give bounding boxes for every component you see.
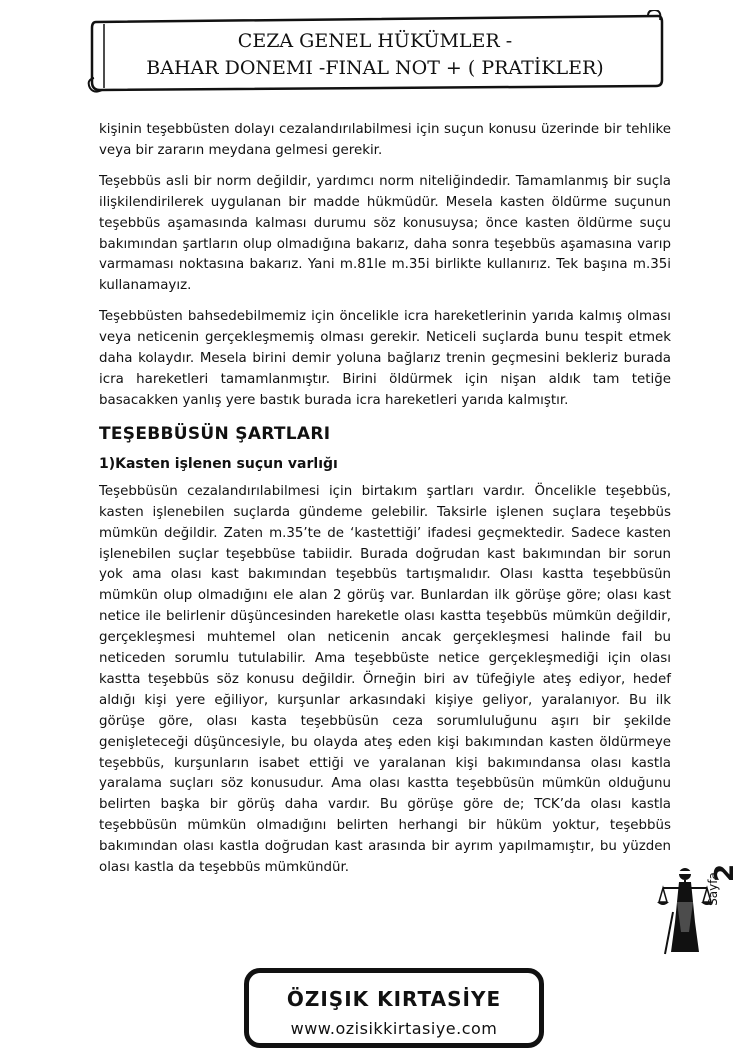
subsection-heading: 1)Kasten işlenen suçun varlığı xyxy=(99,455,338,472)
footer-brand-box xyxy=(244,968,544,1048)
section-heading: TEŞEBBÜSÜN ŞARTLARI xyxy=(99,423,331,444)
paragraph: Teşebbüsten bahsedebilmemiz için öncelikle icra hareketlerinin yarıda kalmış olması veya neticenin gerçekleşmemiş olması gerekir. Neticeli suçlarda bunu tespit etmek daha kolaydır. Mesela birini demir yoluna bağlarız trenin geçmesini bekleriz burada icra hareketleri tamamlanmıştır. Birini öldürmek için nişan aldık tam tetiğe basacakken yanlış yere bastık burada icra hareketleri yarıda kalmıştır. xyxy=(99,309,671,408)
document-title xyxy=(82,28,668,82)
paragraph: Teşebbüs asli bir norm değildir, yardımcı norm niteliğindedir. Tamamlanmış bir suçla ilişkilendirilerek uygulanan bir madde hükmüdür. Mesela kasten öldürme suçunun teşebbüs aşamasında kalması durumu söz konusuysa; önce kasten öldürme suçu bakımından şartların olup olmadığına bakarız, daha sonra teşebbüs aşamasına varıp varmaması noktasına bakarız. Yani m.81le m.35i birlikte kullanırız. Tek başına m.35i kullanamayız. xyxy=(99,173,671,294)
website-link[interactable]: www.ozisikkirtasiye.com xyxy=(290,1019,498,1038)
paragraph: Teşebbüsün cezalandırılabilmesi için birtakım şartları vardır. Öncelikle teşebbüs, kasten işlenebilen suçlarda gündeme gelebilir. Taksirle işlenen suçlara teşebbüs mümkün değildir. Zaten m.35’te de ‘kastettiği’ ifadesi geçmektedir. Sadece kasten işlenebilen suçlar teşebbüse tabiidir. Burada doğrudan kast bakımından bir sorun yok ama olası kast bakımından teşebbüs tartışmalıdır. Olası kastta teşebbüsün mümkün olup olmadığını ele alan 2 görüş var. Bunlardan ilk görüşe göre; olası kast netice ile belirlenir düşüncesinden hareketle olası kastta teşebbüs mümkün değildir, gerçekleşmesi muhtemel olan neticenin ancak gerçekleşmesi halinde fail bu neticeden sorumlu tutulabilir. Ama teşebbüste netice gerçekleşmediği için olası kastta teşebbüs söz konusu değildir. Örneğin biri av tüfeğiyle ateş ediyor, hedef aldığı kişi yere eğiliyor, kurşunlar arkasındaki kişiye geliyor, yaralanıyor. Bu ilk görüşe göre, olası kasta teşebbüsün ceza sorumluluğunu aşırı bir şekilde genişleteceği düşüncesiyle, bu olayda ateş eden kişi bakımından kasten öldürmeye teşebbüs, kurşunların isabet ettiği ve yaralanan kişi bakımındansa olası kastla yaralama suçları söz konusudur. Ama olası kastta teşebbüsün mümkün olduğunu belirten başka bir görüş daha vardır. Bu görüşe göre de; TCK’da olası kastla teşebbüsün mümkün olmadığını belirten herhangi bir hüküm yoktur, teşebbüs bakımından olası kastla doğrudan kast arasında bir ayrım yapılmamıştır, bu yüzden olası kastla da teşebbüs mümkündür. xyxy=(99,483,671,876)
brand-name: ÖZIŞIK KIRTASİYE xyxy=(286,987,502,1011)
title-line-2: BAHAR DONEMI -FINAL NOT + ( PRATİKLER) xyxy=(146,57,604,79)
page-indicator xyxy=(706,860,746,932)
page-number: 2 xyxy=(710,863,741,883)
paragraph: kişinin teşebbüsten dolayı cezalandırılabilmesi için suçun konusu üzerinde bir tehlike veya bir zararın meydana gelmesi gerekir. xyxy=(99,122,671,158)
title-line-1: CEZA GENEL HÜKÜMLER - xyxy=(237,30,513,52)
page-label: Sayfa xyxy=(705,872,720,906)
header-scroll-banner xyxy=(82,10,668,94)
document-body xyxy=(99,120,671,889)
